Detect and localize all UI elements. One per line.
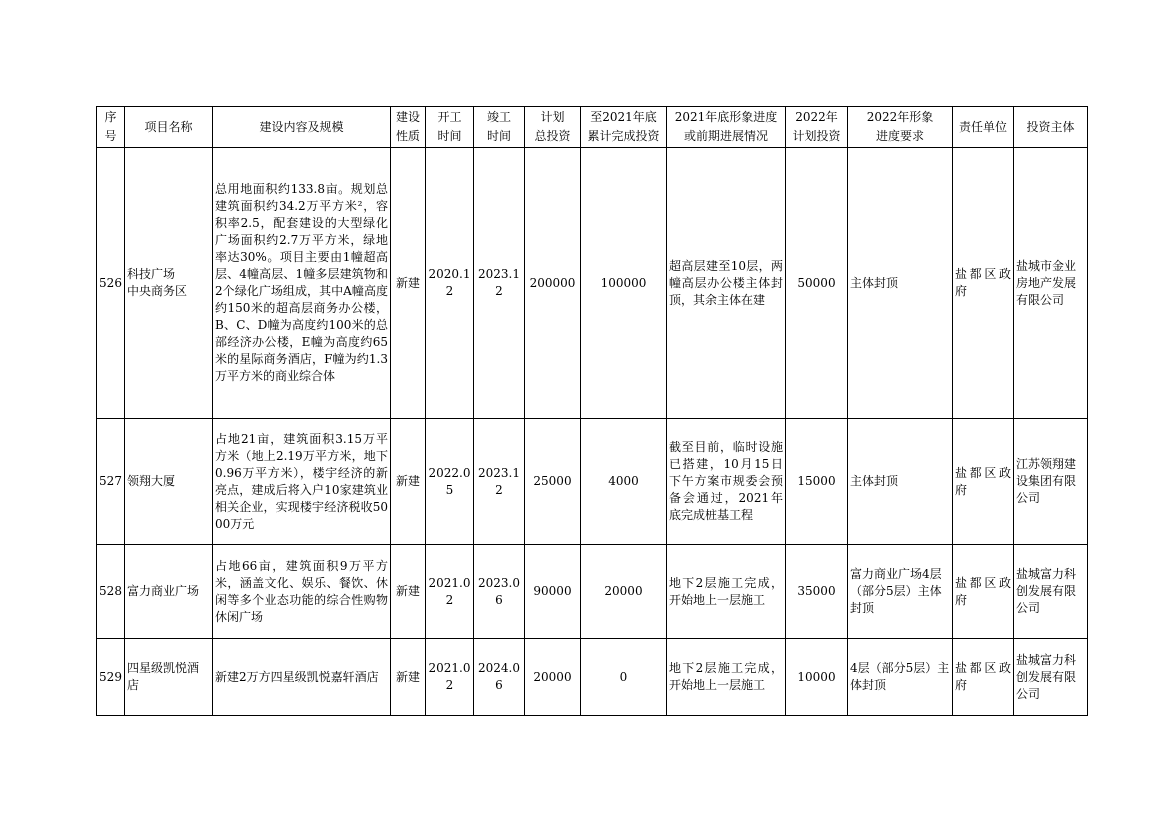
cell-name: 富力商业广场 xyxy=(125,545,213,639)
cell-req-2022: 4层（部分5层）主体封顶 xyxy=(848,639,953,716)
cell-done: 100000 xyxy=(581,148,667,419)
cell-unit: 盐都区政府 xyxy=(953,545,1014,639)
header-req-2022: 2022年形象 进度要求 xyxy=(848,107,953,148)
table-row xyxy=(97,419,1088,545)
cell-plan: 20000 xyxy=(525,639,581,716)
cell-name: 科技广场 中央商务区 xyxy=(125,148,213,419)
cell-seq: 529 xyxy=(97,639,125,716)
cell-plan: 200000 xyxy=(525,148,581,419)
cell-progress: 超高层建至10层，两幢高层办公楼主体封顶，其余主体在建 xyxy=(667,148,786,419)
cell-plan-2022: 15000 xyxy=(786,419,848,545)
cell-start: 2021.02 xyxy=(426,545,474,639)
cell-start: 2020.12 xyxy=(426,148,474,419)
cell-progress: 截至目前，临时设施已搭建，10月15日下午方案市规委会预备会通过，2021年底完成桩基工程 xyxy=(667,419,786,545)
cell-name: 领翔大厦 xyxy=(125,419,213,545)
cell-progress: 地下2层施工完成，开始地上一层施工 xyxy=(667,545,786,639)
cell-plan: 90000 xyxy=(525,545,581,639)
cell-done: 0 xyxy=(581,639,667,716)
cell-req-2022: 主体封顶 xyxy=(848,419,953,545)
cell-name: 四星级凯悦酒店 xyxy=(125,639,213,716)
cell-unit: 盐都区政府 xyxy=(953,419,1014,545)
table-row xyxy=(97,148,1088,419)
cell-req-2022: 富力商业广场4层（部分5层）主体封顶 xyxy=(848,545,953,639)
header-plan: 计划 总投资 xyxy=(525,107,581,148)
header-row xyxy=(97,107,1088,148)
header-investor: 投资主体 xyxy=(1014,107,1088,148)
cell-start: 2022.05 xyxy=(426,419,474,545)
cell-end: 2023.06 xyxy=(474,545,525,639)
table-row xyxy=(97,545,1088,639)
cell-content: 新建2万方四星级凯悦嘉轩酒店 xyxy=(213,639,391,716)
cell-investor: 盐城富力科创发展有限公司 xyxy=(1014,545,1088,639)
cell-req-2022: 主体封顶 xyxy=(848,148,953,419)
cell-plan-2022: 35000 xyxy=(786,545,848,639)
header-plan-2022: 2022年 计划投资 xyxy=(786,107,848,148)
cell-nature: 新建 xyxy=(391,545,426,639)
table-row xyxy=(97,639,1088,716)
cell-unit: 盐都区政府 xyxy=(953,639,1014,716)
cell-content: 占地66亩，建筑面积9万平方米，涵盖文化、娱乐、餐饮、休闲等多个业态功能的综合性购物休闲广场 xyxy=(213,545,391,639)
cell-unit: 盐都区政府 xyxy=(953,148,1014,419)
cell-start: 2021.02 xyxy=(426,639,474,716)
header-start: 开工 时间 xyxy=(426,107,474,148)
header-end: 竣工 时间 xyxy=(474,107,525,148)
cell-end: 2023.12 xyxy=(474,148,525,419)
cell-seq: 526 xyxy=(97,148,125,419)
project-table xyxy=(96,106,1088,716)
header-seq: 序 号 xyxy=(97,107,125,148)
cell-end: 2024.06 xyxy=(474,639,525,716)
cell-investor: 盐城富力科创发展有限公司 xyxy=(1014,639,1088,716)
header-nature: 建设 性质 xyxy=(391,107,426,148)
header-content: 建设内容及规模 xyxy=(213,107,391,148)
cell-seq: 528 xyxy=(97,545,125,639)
header-unit: 责任单位 xyxy=(953,107,1014,148)
cell-progress: 地下2层施工完成，开始地上一层施工 xyxy=(667,639,786,716)
cell-plan-2022: 10000 xyxy=(786,639,848,716)
cell-nature: 新建 xyxy=(391,639,426,716)
cell-done: 20000 xyxy=(581,545,667,639)
cell-plan: 25000 xyxy=(525,419,581,545)
cell-content: 占地21亩，建筑面积3.15万平方米（地上2.19万平方米，地下0.96万平方米），楼宇经济的新亮点，建成后将入户10家建筑业相关企业，实现楼宇经济税收5000万元 xyxy=(213,419,391,545)
header-done: 至2021年底 累计完成投资 xyxy=(581,107,667,148)
header-progress: 2021年底形象进度 或前期进展情况 xyxy=(667,107,786,148)
cell-nature: 新建 xyxy=(391,148,426,419)
header-name: 项目名称 xyxy=(125,107,213,148)
cell-investor: 江苏领翔建设集团有限公司 xyxy=(1014,419,1088,545)
cell-content: 总用地面积约133.8亩。规划总建筑面积约34.2万平方米²，容积率2.5，配套建设的大型绿化广场面积约2.7万平方米，绿地率达30%。项目主要由1幢超高层、4幢高层、1幢多层建筑物和2个绿化广场组成，其中A幢高度约150米的超高层商务办公楼，B、C、D幢为高度约100米的总部经济办公楼，E幢为高度约65米的星际商务酒店，F幢为约1.3万平方米的商业综合体 xyxy=(213,148,391,419)
cell-done: 4000 xyxy=(581,419,667,545)
cell-end: 2023.12 xyxy=(474,419,525,545)
cell-seq: 527 xyxy=(97,419,125,545)
cell-nature: 新建 xyxy=(391,419,426,545)
cell-plan-2022: 50000 xyxy=(786,148,848,419)
cell-investor: 盐城市金业房地产发展有限公司 xyxy=(1014,148,1088,419)
